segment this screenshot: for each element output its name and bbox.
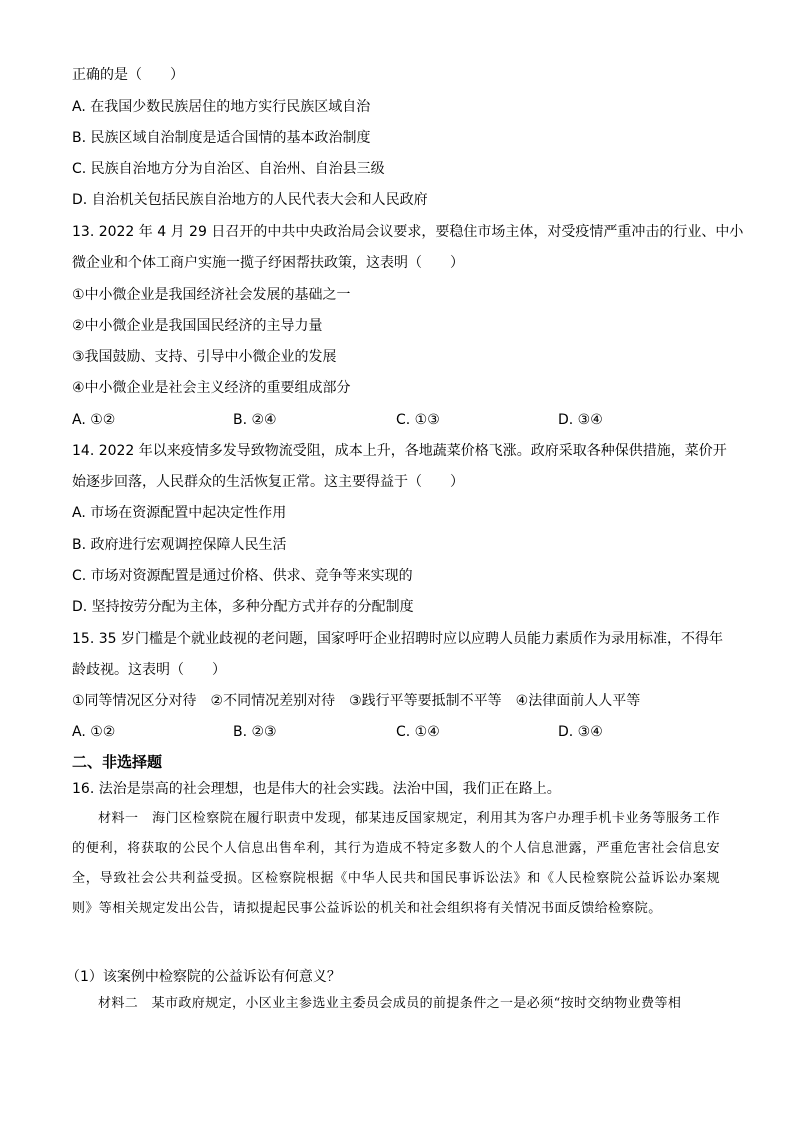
q15-choice-a: A. ①② xyxy=(72,724,116,740)
q16-material-one: 材料一 海门区检察院在履行职责中发现，郁某违反国家规定，利用其为客户办理手机卡业务等服务工作的便利，将获取的公民个人信息出售牟利，其行为造成不特定多数人的个人信息泄露，严重危害社会信息安全，导致社会公共利益受损。区检察院根据《中华人民共和国民事诉讼法》和《人民检察院公益诉讼办案规则》等相关规定发出公告，请拟提起民事公益诉讼的机关和社会组织将有关情况书面反馈给检察院。 xyxy=(72,811,720,916)
q14-option-d: D. 坚持按劳分配为主体，多种分配方式并存的分配制度 xyxy=(72,599,414,615)
q13-choice-c: C. ①③ xyxy=(396,412,440,428)
q13-stem-line2: 微企业和个体工商户实施一揽子纾困帮扶政策，这表明（ ） xyxy=(72,255,464,271)
section-heading: 二、非选择题 xyxy=(72,753,163,771)
q15-stem-line1: 15. 35 岁门槛是个就业歧视的老问题，国家呼吁企业招聘时应以应聘人员能力素质作为录用标准，不得年 xyxy=(72,631,723,647)
q12-option-a: A. 在我国少数民族居住的地方实行民族区域自治 xyxy=(72,99,371,115)
q15-choice-b: B. ②③ xyxy=(233,724,277,740)
q15-choice-d: D. ③④ xyxy=(558,724,603,740)
q13-statement-4: ④中小微企业是社会主义经济的重要组成部分 xyxy=(72,380,351,396)
q16-intro: 16. 法治是崇高的社会理想，也是伟大的社会实践。法治中国，我们正在路上。 xyxy=(72,781,561,797)
q13-choice-b: B. ②④ xyxy=(233,412,277,428)
q13-stem-line1: 13. 2022 年 4 月 29 日召开的中共中央政治局会议要求，要稳住市场主体，对受疫情严重冲击的行业、中小 xyxy=(72,224,744,240)
q12-option-d: D. 自治机关包括民族自治地方的人民代表大会和人民政府 xyxy=(72,192,428,208)
q14-option-a: A. 市场在资源配置中起决定性作用 xyxy=(72,505,287,521)
q12-option-b: B. 民族区域自治制度是适合国情的基本政治制度 xyxy=(72,130,371,146)
q12-stem-tail: 正确的是（ ） xyxy=(72,67,184,83)
q14-option-b: B. 政府进行宏观调控保障人民生活 xyxy=(72,537,287,553)
q14-stem-line1: 14. 2022 年以来疫情多发导致物流受阻，成本上升，各地蔬菜价格飞涨。政府采取各种保供措施，菜价开 xyxy=(72,443,727,459)
q13-choice-d: D. ③④ xyxy=(558,412,603,428)
q13-choice-a: A. ①② xyxy=(72,412,116,428)
q15-stem-line2: 龄歧视。这表明（ ） xyxy=(72,662,226,678)
q16-material-two: 材料二 某市政府规定，小区业主参选业主委员会成员的前提条件之一是必须“按时交纳物业费等相 xyxy=(98,996,682,1011)
q12-option-c: C. 民族自治地方分为自治区、自治州、自治县三级 xyxy=(72,161,385,177)
q14-option-c: C. 市场对资源配置是通过价格、供求、竞争等来实现的 xyxy=(72,568,413,584)
q13-statement-3: ③我国鼓励、支持、引导中小微企业的发展 xyxy=(72,349,337,365)
q15-statements: ①同等情况区分对待 ②不同情况差别对待 ③践行平等要抵制不平等 ④法律面前人人平等 xyxy=(72,693,641,709)
q13-statement-1: ①中小微企业是我国经济社会发展的基础之一 xyxy=(72,287,351,303)
q13-statement-2: ②中小微企业是我国国民经济的主导力量 xyxy=(72,318,323,334)
q15-choice-c: C. ①④ xyxy=(396,724,440,740)
q16-subquestion-1: （1）该案例中检察院的公益诉讼有何意义？ xyxy=(66,969,341,985)
q14-stem-line2: 始逐步回落，人民群众的生活恢复正常。这主要得益于（ ） xyxy=(72,474,464,490)
